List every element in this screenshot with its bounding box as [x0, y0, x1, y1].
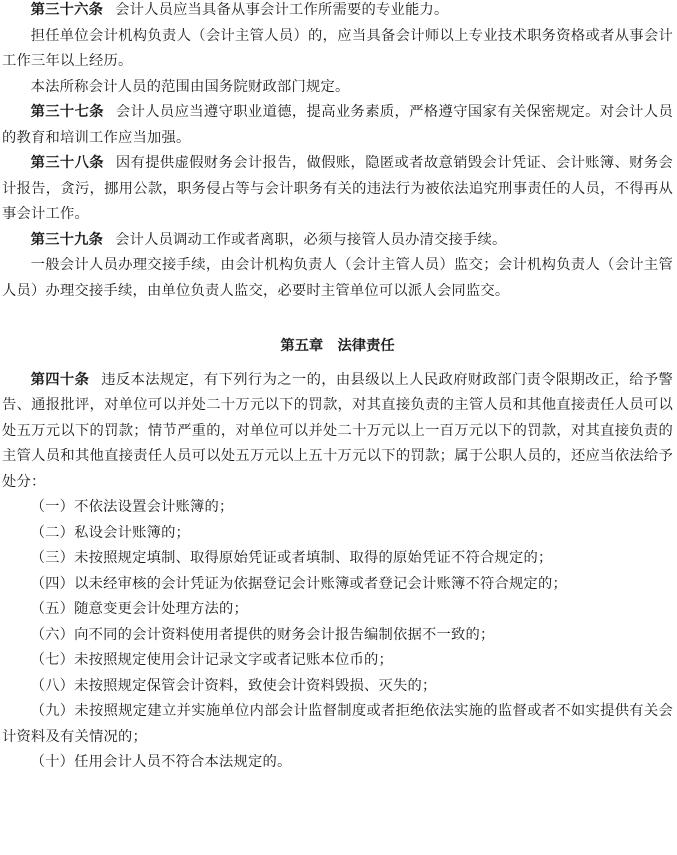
- list-item: （五）随意变更会计处理方法的；: [30, 601, 249, 617]
- chapter-title: 第五章 法律责任: [280, 338, 395, 354]
- article-39-paragraph-2: [2, 253, 673, 304]
- article-text: 担任单位会计机构负责人（会计主管人员）的，应当具备会计师以上专业技术职务资格或者从事会计工作三年以上经历。: [2, 27, 673, 69]
- article-37-paragraph: [2, 100, 673, 151]
- article-text: 会计人员应当遵守职业道德，提高业务素质，严格遵守国家有关保密规定。对会计人员的教育和培训工作应当加强。: [2, 104, 673, 146]
- article-text: 一般会计人员办理交接手续，由会计机构负责人（会计主管人员）监交；会计机构负责人（会计主管人员）办理交接手续，由单位负责人监交，必要时主管单位可以派人会同监交。: [2, 257, 673, 299]
- article-38-paragraph: [2, 151, 673, 228]
- list-item: （一）不依法设置会计账簿的；: [30, 499, 234, 515]
- article-39-paragraph: [2, 228, 673, 254]
- article-text: 会计人员调动工作或者离职，必须与接管人员办清交接手续。: [115, 231, 507, 248]
- article-number: 第四十条: [30, 371, 90, 388]
- list-item: （八）未按照规定保管会计资料，致使会计资料毁损、灭失的；: [30, 677, 437, 694]
- list-item: （十）任用会计人员不符合本法规定的。: [30, 754, 292, 770]
- article-text: 违反本法规定，有下列行为之一的，由县级以上人民政府财政部门责令限期改正，给予警告、通报批评，对单位可以并处二十万元以下的罚款，对其直接负责的主管人员和其他直接责任人员可以处五万元以下的罚款；情节严重的，对单位可以并处二十万元以上一百万元以下的罚款，对其直接负责的主管人员和其他直接责任人员可以处五万元以上五十万元以下的罚款；属于公职人员的，还应当依法给予处分：: [2, 371, 674, 490]
- article-text: 会计人员应当具备从事会计工作所需要的专业能力。: [115, 2, 449, 18]
- article-number: 第三十九条: [30, 231, 104, 248]
- article-text: 本法所称会计人员的范围由国务院财政部门规定。: [30, 78, 350, 95]
- list-item: （六）向不同的会计资料使用者提供的财务会计报告编制依据不一致的；: [30, 626, 495, 643]
- article-36-paragraph: [2, 0, 673, 24]
- article-number: 第三十六条: [30, 2, 104, 18]
- list-item: （三）未按照规定填制、取得原始凭证或者填制、取得的原始凭证不符合规定的；: [30, 550, 553, 566]
- list-item: （四）以未经审核的会计凭证为依据登记会计账簿或者登记会计账簿不符合规定的；: [30, 575, 567, 592]
- list-item: （七）未按照规定使用会计记录文字或者记账本位币的；: [30, 652, 394, 668]
- list-item: （九）未按照规定建立并实施单位内部会计监督制度或者拒绝依法实施的监督或者不如实提供有关会计资料及有关情况的；: [2, 703, 673, 745]
- article-number: 第三十七条: [30, 104, 104, 120]
- article-36-paragraph-3: [2, 75, 673, 101]
- article-number: 第三十八条: [30, 155, 104, 171]
- list-item: （二）私设会计账簿的；: [30, 524, 191, 541]
- article-40-paragraph: [2, 368, 673, 496]
- article-36-paragraph-2: [2, 24, 673, 75]
- article-text: 因有提供虚假财务会计报告，做假账，隐匿或者故意销毁会计凭证、会计账簿、财务会计报告，贪污，挪用公款，职务侵占等与会计职务有关的违法行为被依法追究刑事责任的人员，不得再从事会计工作。: [2, 155, 673, 222]
